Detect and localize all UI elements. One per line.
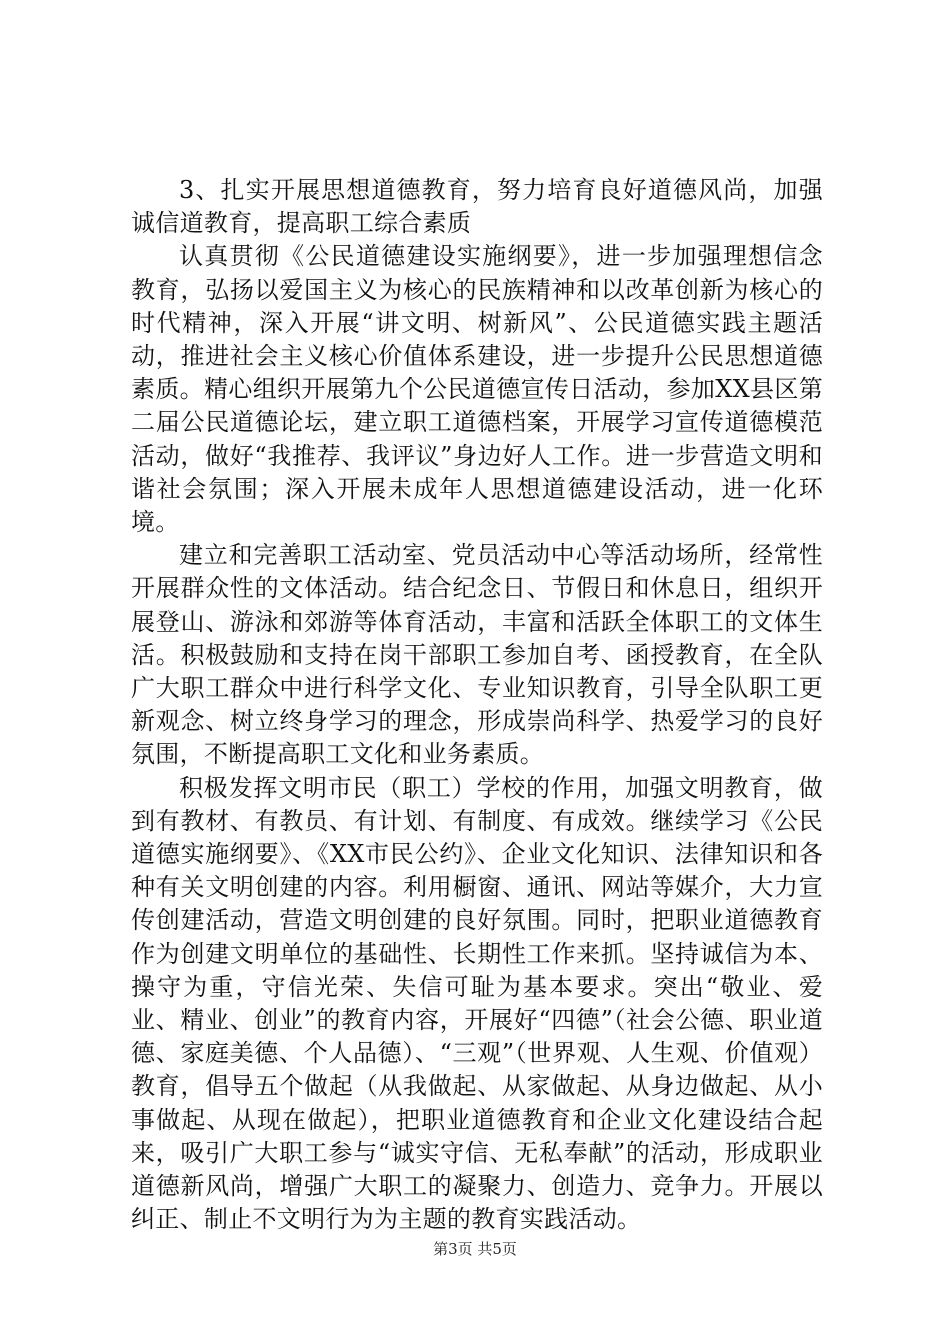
paragraph: 建立和完善职工活动室、党员活动中心等活动场所，经常性开展群众性的文体活动。结合纪念日、节假日和休息日，组织开展登山、游泳和郊游等体育活动，丰富和活跃全体职工的文体生活。积极鼓励和支持在岗干部职工参加自考、函授教育，在全队广大职工群众中进行科学文化、专业知识教育，引导全队职工更新观念、树立终身学习的理念，形成崇尚科学、热爱学习的良好氛围，不断提高职工文化和业务素质。 bbox=[131, 541, 823, 769]
document-body bbox=[131, 174, 823, 1237]
section-heading-paragraph: 3、扎实开展思想道德教育，努力培育良好道德风尚，加强诚信道教育，提高职工综合素质 bbox=[131, 176, 823, 238]
paragraph: 认真贯彻《公民道德建设实施纲要》，进一步加强理想信念教育，弘扬以爱国主义为核心的民族精神和以改革创新为核心的时代精神，深入开展“讲文明、树新风”、公民道德实践主题活动，推进社会主义核心价值体系建设，进一步提升公民思想道德素质。精心组织开展第九个公民道德宣传日活动，参加XX县区第二届公民道德论坛，建立职工道德档案，开展学习宣传道德模范活动，做好“我推荐、我评议”身边好人工作。进一步营造文明和谐社会氛围；深入开展未成年人思想道德建设活动，进一化环境。 bbox=[131, 242, 823, 537]
paragraph: 积极发挥文明市民（职工）学校的作用，加强文明教育，做到有教材、有教员、有计划、有制度、有成效。继续学习《公民道德实施纲要》、《XX市民公约》、企业文化知识、法律知识和各种有关文明创建的内容。利用橱窗、通讯、网站等媒介，大力宣传创建活动，营造文明创建的良好氛围。同时，把职业道德教育作为创建文明单位的基础性、长期性工作来抓。坚持诚信为本、操守为重，守信光荣、失信可耻为基本要求。突出“敬业、爱业、精业、创业”的教育内容，开展好“四德”（社会公德、职业道德、家庭美德、个人品德）、“三观”（世界观、人生观、价值观）教育，倡导五个做起（从我做起、从家做起、从身边做起、从小事做起、从现在做起），把职业道德教育和企业文化建设结合起来，吸引广大职工参与“诚实守信、无私奉献”的活动，形成职业道德新风尚，增强广大职工的凝聚力、创造力、竞争力。开展以纠正、制止不文明行为为主题的教育实践活动。 bbox=[131, 773, 823, 1234]
page-number-footer: 第3页 共5页 bbox=[433, 1240, 517, 1258]
